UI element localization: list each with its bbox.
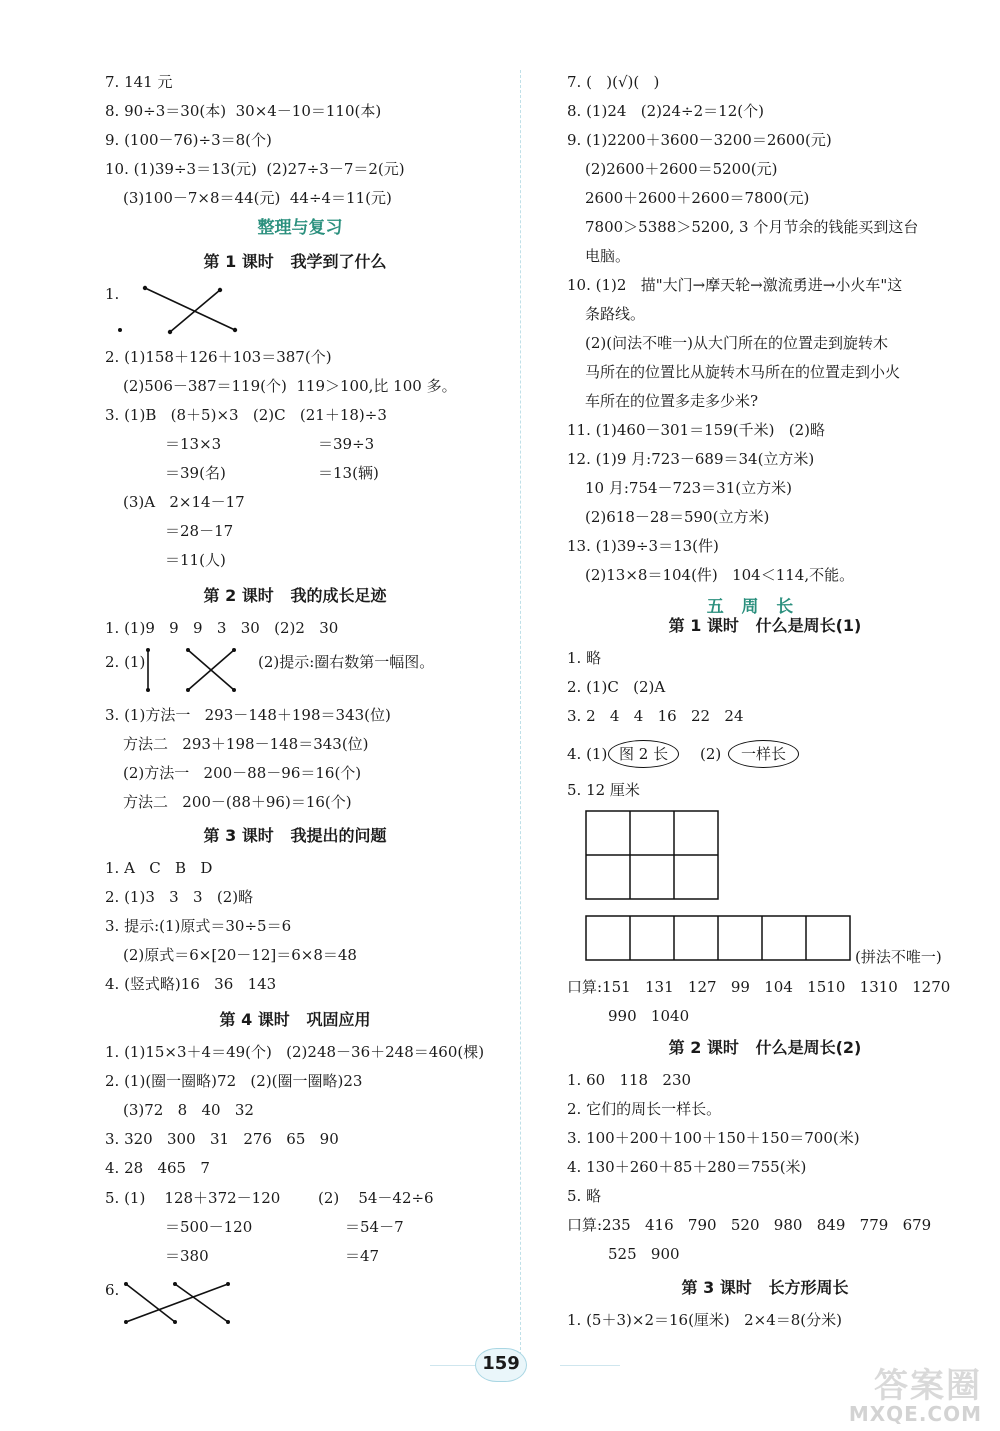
answer-line: (2)(问法不唯一)从大门所在的位置走到旋转木	[585, 334, 888, 352]
answer-line: 口算:151 131 127 99 104 1510 1310 1270	[567, 978, 951, 996]
answer-line: 2. (1)(圈一圈略)72 (2)(圈一圈略)23	[105, 1072, 363, 1090]
answer-line: 8. (1)24 (2)24÷2＝12(个)	[567, 102, 764, 120]
answer-line: 2. (1)3 3 3 (2)略	[105, 888, 254, 906]
matching-lines-diagram	[120, 1278, 240, 1328]
answer-line: 口算:235 416 790 520 980 849 779 679	[567, 1216, 932, 1234]
answer-line: 11. (1)460－301＝159(千米) (2)略	[567, 421, 826, 439]
question-number: 6.	[105, 1281, 120, 1299]
answer-line: 马所在的位置比从旋转木马所在的位置走到小火	[585, 363, 901, 381]
answer-line: 7800＞5388＞5200, 3 个月节余的钱能买到这台	[585, 218, 919, 236]
answer-line: ＝47	[345, 1247, 380, 1265]
column-divider	[520, 70, 521, 1370]
section-title: 整理与复习	[257, 218, 343, 238]
lesson-title: 第 2 课时 什么是周长(2)	[668, 1038, 862, 1057]
answer-line: ＝39(名)	[165, 464, 226, 482]
answer-line: 12. (1)9 月:723－689＝34(立方米)	[567, 450, 815, 468]
answer-line: 2600＋2600＋2600＝7800(元)	[585, 189, 810, 207]
circled-answer: 一样长	[728, 740, 799, 768]
grid-shape-1x6	[585, 915, 853, 963]
answer-line: 9. (100－76)÷3＝8(个)	[105, 131, 272, 149]
answer-line: 4. (竖式略)16 36 143	[105, 975, 277, 993]
answer-line: ＝39÷3	[318, 435, 375, 453]
answer-line: (2)方法一 200－88－96＝16(个)	[123, 764, 362, 782]
watermark-url: MXQE.COM	[848, 1402, 982, 1426]
answer-line: 525 900	[608, 1245, 680, 1263]
answer-line: 13. (1)39÷3＝13(件)	[567, 537, 719, 555]
answer-line: ＝28－17	[165, 522, 234, 540]
answer-line: 车所在的位置多走多少米?	[585, 392, 759, 410]
answer-line: ＝13(辆)	[318, 464, 379, 482]
answer-line: 10. (1)2 描"大门→摩天轮→激流勇进→小火车"这	[567, 276, 903, 294]
answer-line: (3)72 8 40 32	[123, 1101, 254, 1119]
answer-line: (2)13×8＝104(件) 104＜114,不能。	[585, 566, 855, 584]
answer-line: 4. 28 465 7	[105, 1159, 210, 1177]
answer-line: 方法二 293＋198－148＝343(位)	[123, 735, 369, 753]
answer-line: ＝500－120	[165, 1218, 253, 1236]
answer-line: 1. 60 118 230	[567, 1071, 692, 1089]
grid-shape-2x3	[585, 810, 720, 902]
answer-line: (2)2600＋2600＝5200(元)	[585, 160, 778, 178]
answer-line: ＝54－7	[345, 1218, 404, 1236]
answer-line: (3)100－7×8＝44(元) 44÷4＝11(元)	[123, 189, 392, 207]
footer-rule	[560, 1365, 620, 1366]
answer-line: (2)提示:圈右数第一幅图。	[258, 653, 435, 671]
watermark	[802, 1368, 982, 1426]
answer-line: 1. (1)9 9 9 3 30 (2)2 30	[105, 619, 339, 637]
answer-line: 1. A C B D	[105, 859, 213, 877]
answer-line: 2. (1)	[105, 653, 146, 671]
answer-line: 2. (1)158＋126＋103＝387(个)	[105, 348, 332, 366]
answer-line: 2. (1)C (2)A	[567, 678, 666, 696]
answer-line: ＝13×3	[165, 435, 222, 453]
lesson-title: 第 1 课时 我学到了什么	[203, 252, 387, 271]
answer-line: 4. 130＋260＋85＋280＝755(米)	[567, 1158, 807, 1176]
answer-line: 电脑。	[585, 247, 631, 265]
answer-line: 4. (1)	[567, 745, 608, 763]
answer-line: 10. (1)39÷3＝13(元) (2)27÷3－7＝2(元)	[105, 160, 405, 178]
answer-line: 3. (1)方法一 293－148＋198＝343(位)	[105, 706, 391, 724]
answer-line: 10 月:754－723＝31(立方米)	[585, 479, 792, 497]
answer-line: (2)	[700, 745, 722, 763]
answer-line: 1. (1)15×3＋4＝49(个) (2)248－36＋248＝460(棵)	[105, 1043, 485, 1061]
page-number: 159	[475, 1348, 527, 1382]
circled-answer: 图 2 长	[608, 740, 679, 768]
answer-line: (2)506－387＝119(个) 119＞100,比 100 多。	[123, 377, 457, 395]
answer-line: 5. 略	[567, 1187, 602, 1205]
matching-lines-diagram	[140, 645, 240, 695]
answer-line: 5. (1) 128＋372－120	[105, 1189, 281, 1207]
answer-line: 3. 2 4 4 16 22 24	[567, 707, 744, 725]
answer-line: 8. 90÷3＝30(本) 30×4－10＝110(本)	[105, 102, 382, 120]
answer-line: (3)A 2×14－17	[123, 493, 245, 511]
answer-line: 3. 320 300 31 276 65 90	[105, 1130, 339, 1148]
answer-line: 990 1040	[608, 1007, 690, 1025]
lesson-title: 第 3 课时 长方形周长	[681, 1278, 849, 1297]
lesson-title: 第 3 课时 我提出的问题	[203, 826, 387, 845]
answer-line: ＝380	[165, 1247, 209, 1265]
answer-line: 7. ( )(√)( )	[567, 73, 660, 91]
answer-line: 1. 略	[567, 649, 602, 667]
answer-line: (2) 54－42÷6	[318, 1189, 434, 1207]
answer-note: (拼法不唯一)	[855, 948, 942, 966]
answer-line: 条路线。	[585, 305, 646, 323]
answer-line: 5. 12 厘米	[567, 781, 640, 799]
unit-title: 五 周 长	[706, 597, 794, 617]
lesson-title: 第 2 课时 我的成长足迹	[203, 586, 387, 605]
lesson-title: 第 1 课时 什么是周长(1)	[668, 616, 862, 635]
answer-line: 3. 100＋200＋100＋150＋150＝700(米)	[567, 1129, 860, 1147]
answer-line: (2)618－28＝590(立方米)	[585, 508, 770, 526]
answer-line: 方法二 200－(88＋96)＝16(个)	[123, 793, 352, 811]
answer-line: 9. (1)2200＋3600－3200＝2600(元)	[567, 131, 832, 149]
watermark-text: 答案圈	[874, 1366, 982, 1406]
matching-lines-diagram	[110, 280, 270, 340]
answer-line: 3. (1)B (8＋5)×3 (2)C (21＋18)÷3	[105, 406, 387, 424]
lesson-title: 第 4 课时 巩固应用	[219, 1010, 371, 1029]
answer-line: 3. 提示:(1)原式＝30÷5＝6	[105, 917, 292, 935]
answer-line: ＝11(人)	[165, 551, 226, 569]
answer-line: 2. 它们的周长一样长。	[567, 1100, 722, 1118]
answer-line: 7. 141 元	[105, 73, 173, 91]
question-number: 1.	[105, 285, 120, 303]
answer-line: 1. (5＋3)×2＝16(厘米) 2×4＝8(分米)	[567, 1311, 842, 1329]
answer-line: (2)原式＝6×[20－12]＝6×8＝48	[123, 946, 357, 964]
